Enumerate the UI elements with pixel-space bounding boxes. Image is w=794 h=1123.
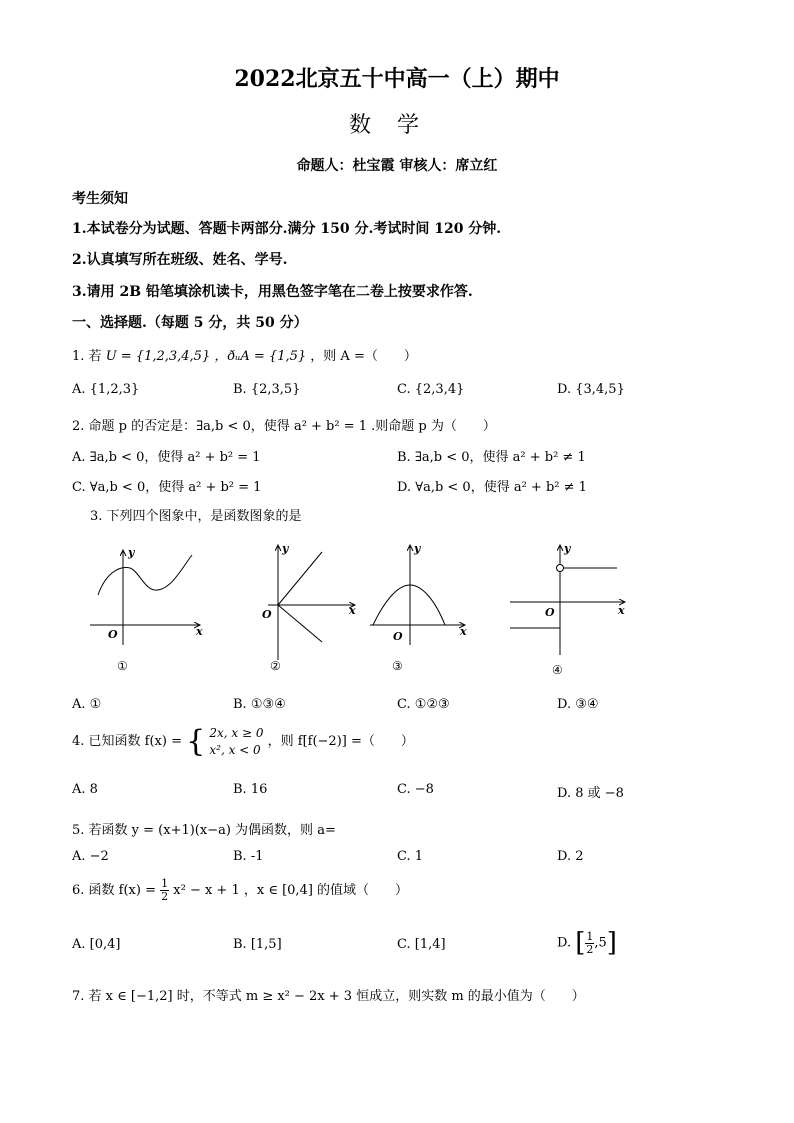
notice-item-2: 2.认真填写所在班级、姓名、学号. <box>72 252 288 268</box>
graph-3-label: ③ <box>392 659 403 673</box>
question-1 <box>72 345 417 364</box>
q1-option-c: C. {2,3,4} <box>397 382 465 397</box>
q6-option-d-letter: D. <box>557 935 572 951</box>
q4-option-b: B. 16 <box>233 782 268 797</box>
graph-2-origin: O <box>262 608 272 621</box>
graph-2 <box>262 542 356 673</box>
q4-brace: { <box>186 724 206 759</box>
question-3: 3. 下列四个图象中，是函数图象的是 <box>90 509 302 524</box>
graph-3 <box>370 542 467 673</box>
graph-1 <box>90 546 203 673</box>
q2-option-a: A. ∃a,b < 0，使得 a² + b² = 1 <box>72 450 261 465</box>
graph-2-label: ② <box>270 659 281 673</box>
authors-line: 命题人：杜宝霞 审核人：席立红 <box>296 158 498 174</box>
q4-option-c: C. −8 <box>397 782 434 797</box>
graph-3-curve <box>373 585 445 625</box>
q6-fraction <box>160 878 169 903</box>
q5-option-b: B. -1 <box>233 849 264 864</box>
graph-3-y-label: y <box>414 542 421 555</box>
q2-option-b: B. ∃a,b < 0，使得 a² + b² ≠ 1 <box>397 450 586 465</box>
section-heading: 一、选择题.（每题 5 分，共 50 分） <box>72 315 308 331</box>
question-2: 2. 命题 p 的否定是：∃a,b < 0，使得 a² + b² = 1 .则命题 p 为（ ） <box>72 419 496 434</box>
question-5: 5. 若函数 y = (x+1)(x−a) 为偶函数，则 a= <box>72 823 336 838</box>
graph-1-curve <box>98 555 192 595</box>
q3-option-c: C. ①②③ <box>397 697 450 712</box>
q4-option-d: D. 8 或 −8 <box>557 786 624 801</box>
q4-suffix: ，则 f[f(−2)] =（ ） <box>267 734 414 749</box>
q6-suffix: x² − x + 1 ，x ∈ [0,4] 的值域（ ） <box>173 883 409 898</box>
notice-item-1: 1.本试卷分为试题、答题卡两部分.满分 150 分.考试时间 120 分钟. <box>72 221 502 237</box>
q6-option-d-den: 2 <box>586 942 594 956</box>
graph-3-origin: O <box>393 630 403 643</box>
question-4 <box>72 724 414 759</box>
graph-4-label: ④ <box>552 663 563 677</box>
q4-cases <box>209 725 263 759</box>
q6-option-b: B. [1,5] <box>233 937 282 952</box>
q4-case-2: x², x < 0 <box>209 742 261 757</box>
notice-heading: 考生须知 <box>72 191 128 207</box>
q3-option-b: B. ①③④ <box>233 697 286 712</box>
graph-1-x-label: x <box>196 625 203 638</box>
q4-option-a: A. 8 <box>72 782 98 797</box>
q6-option-d-rbracket: ] <box>606 928 617 958</box>
q1-complement: ，ðᵤA = {1,5} <box>214 349 307 364</box>
graph-4-x-label: x <box>618 604 625 617</box>
q1-option-a: A. {1,2,3} <box>72 382 140 397</box>
q6-option-c: C. [1,4] <box>397 937 446 952</box>
q2-option-d: D. ∀a,b < 0，使得 a² + b² ≠ 1 <box>397 480 587 495</box>
q3-option-a: A. ① <box>72 697 102 712</box>
page-title: 2022北京五十中高一（上）期中 <box>234 66 560 92</box>
q6-option-d <box>557 928 617 958</box>
q6-option-d-tail: ,5 <box>594 935 607 951</box>
question-6 <box>72 878 408 903</box>
q2-option-c: C. ∀a,b < 0，使得 a² + b² = 1 <box>72 480 262 495</box>
notice-item-3: 3.请用 2B 铅笔填涂机读卡，用黑色签字笔在二卷上按要求作答. <box>72 284 473 300</box>
q1-prefix: 1. 若 <box>72 349 102 364</box>
q6-fraction-den: 2 <box>161 890 169 903</box>
graph-1-origin: O <box>108 628 118 641</box>
graph-2-ray-up <box>278 552 322 605</box>
q1-option-b: B. {2,3,5} <box>233 382 301 397</box>
graph-4 <box>510 542 625 677</box>
graph-2-x-label: x <box>349 604 356 617</box>
q4-case-1: 2x, x ≥ 0 <box>209 725 264 740</box>
q6-prefix: 6. 函数 f(x) = <box>72 883 156 898</box>
graph-2-ray-down <box>278 605 322 642</box>
q6-option-d-lbracket: [ <box>575 928 586 958</box>
graph-4-origin: O <box>545 606 555 619</box>
q3-option-d: D. ③④ <box>557 697 599 712</box>
q1-universe: U = {1,2,3,4,5} <box>105 349 211 364</box>
graph-4-open-point <box>557 565 564 572</box>
q5-option-d: D. 2 <box>557 849 584 864</box>
question-7: 7. 若 x ∈ [−1,2] 时，不等式 m ≥ x² − 2x + 3 恒成立，则实数 m 的最小值为（ ） <box>72 989 585 1004</box>
q1-option-d: D. {3,4,5} <box>557 382 625 397</box>
graph-2-y-label: y <box>282 542 289 555</box>
q5-option-a: A. −2 <box>72 849 109 864</box>
q6-option-a: A. [0,4] <box>72 937 121 952</box>
q5-option-c: C. 1 <box>397 849 424 864</box>
q4-prefix: 4. 已知函数 f(x) = <box>72 734 182 749</box>
subject-title: 数学 <box>348 113 445 138</box>
graph-1-label: ① <box>117 659 128 673</box>
q6-option-d-num: 1 <box>586 929 594 943</box>
q6-fraction-num: 1 <box>161 877 169 890</box>
graph-3-x-label: x <box>460 625 467 638</box>
q3-graphs <box>60 530 660 690</box>
graph-1-y-label: y <box>128 546 135 559</box>
q1-suffix: ，则 A =（ ） <box>310 349 417 364</box>
graph-4-y-label: y <box>564 542 571 555</box>
